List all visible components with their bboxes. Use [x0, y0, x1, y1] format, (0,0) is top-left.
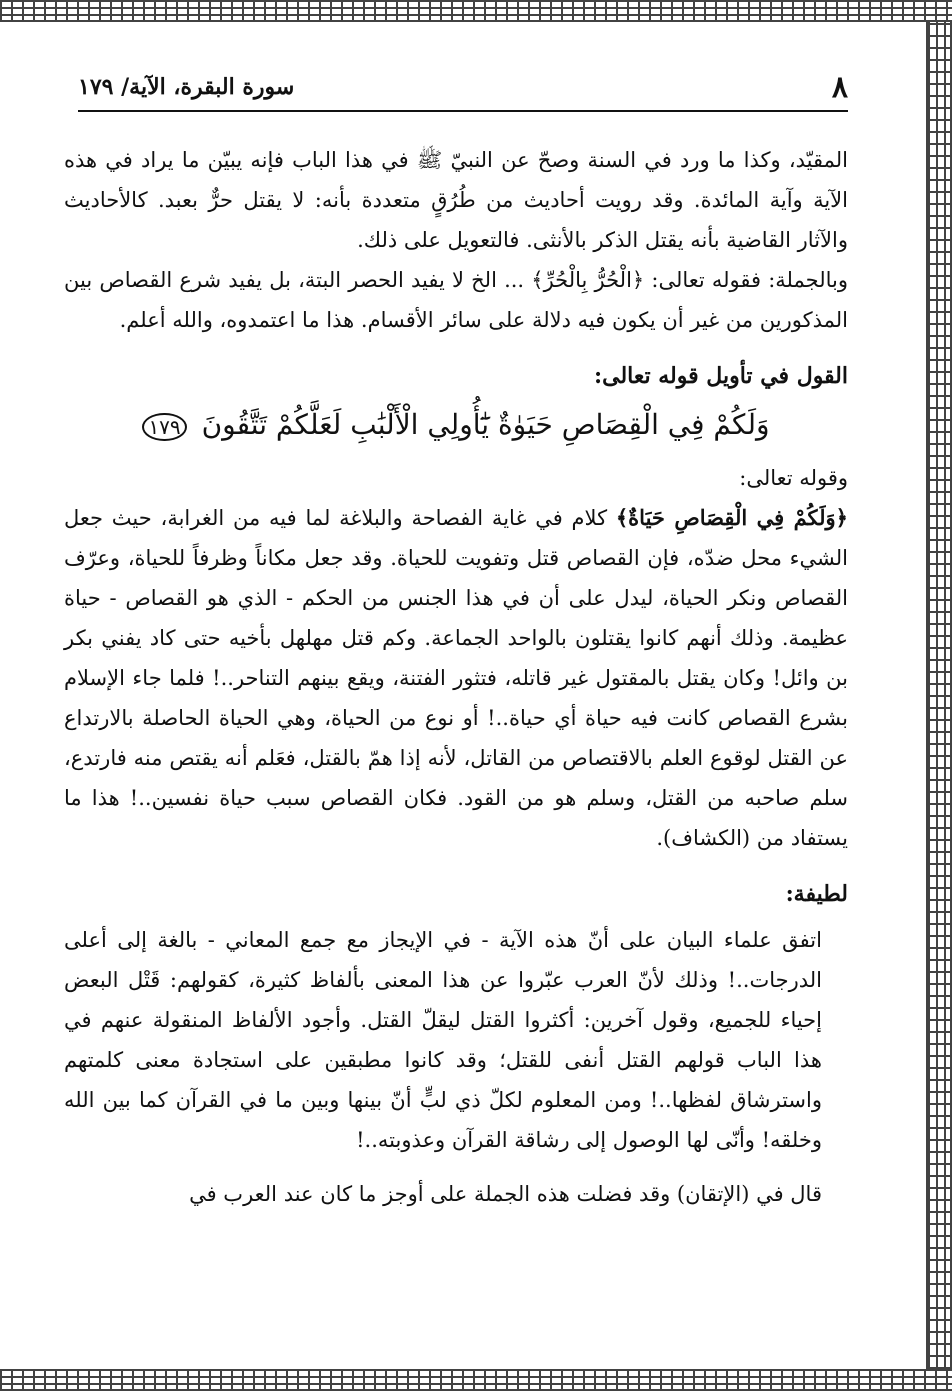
- verse-text: وَلَكُمْ فِي الْقِصَاصِ حَيَوٰةٌ يَٰٓأُولِي الْأَلْبَٰبِ لَعَلَّكُمْ تَتَّقُونَ: [201, 408, 770, 441]
- paragraph: اتفق علماء البيان على أنّ هذه الآية - في الإيجاز مع جمع المعاني - بالغة إلى أعلى الدرجات..! وذلك لأنّ العرب عبّروا عن هذا المعنى بألفاظ كثيرة، كقولهم: قَتْل البعض إحياء للجميع، وقول آخرين: أكثروا القتل ليقلّ القتل. وأجود الألفاظ المنقولة عنهم في هذا الباب قولهم القتل أنفى للقتل؛ وقد كانوا مطبقين على استجادة معنى كلمتهم واسترشاق لفظها..! ومن المعلوم لكلّ ذي لبٍّ أنّ بينها وبين ما في القرآن كما بين الله وخلقه! وأنّى لها الوصول إلى رشاقة القرآن وعذوبته..!: [64, 928, 822, 1152]
- paragraph: وقوله تعالى:: [739, 466, 848, 490]
- paragraph-text: كلام في غاية الفصاحة والبلاغة لما فيه من الغرابة، حيث جعل الشيء محل ضدّه، فإن القصاص قتل وتفويت للحياة. وقد جعل مكاناً وظرفاً للحياة، وعرّف القصاص ونكر الحياة، ليدل على أن في هذا الجنس من الحكم - الذي هو القصاص - حياة عظيمة. وذلك أنهم كانوا يقتلون بالواحد الجماعة. وكم قتل مهلهل بأخيه حتى كاد يفني بكر بن وائل! وكان يقتل بالمقتول غير قاتله، فتثور الفتنة، ويقع بينهم التناحر..! فلما جاء الإسلام بشرع القصاص كانت فيه حياة أي حياة..! أو نوع من الحياة، وهي الحياة الحاصلة بالارتداع عن القتل لوقوع العلم بالاقتصاص من القاتل، لأنه إذا همّ بالقتل، فعَلم أنه يقتص منه فارتدع، سلم صاحبه من القتل، وسلم هو من القود. فكان القصاص سبب حياة نفسين..! هذا ما يستفاد من (الكشاف).: [64, 506, 848, 850]
- paragraph: وبالجملة: فقوله تعالى: ﴿الْحُرُّ بِالْحُرِّ﴾ ... الخ لا يفيد الحصر البتة، بل يفيد شرع القصاص بين المذكورين من غير أن يكون فيه دلالة على سائر الأقسام. هذا ما اعتمدوه، والله أعلم.: [64, 268, 848, 332]
- decorative-border-top: [0, 0, 952, 22]
- paragraph: [64, 498, 848, 858]
- section-heading: القول في تأويل قوله تعالى:: [594, 363, 848, 389]
- page-body: [64, 140, 848, 1214]
- decorative-border-bottom: [0, 1369, 952, 1391]
- running-title: سورة البقرة، الآية/ ١٧٩: [78, 74, 295, 100]
- ayah-number-mark: ١٧٩: [142, 413, 186, 441]
- paragraph: المقيّد، وكذا ما ورد في السنة وصحّ عن النبيّ ﷺ في هذا الباب فإنه يبيّن ما يراد في هذه الآية وآية المائدة. وقد رويت أحاديث من طُرُقٍ متعددة بأنه: لا يقتل حرٌّ بعبد. كالأحاديث والآثار القاضية بأنه يقتل الذكر بالأنثى. فالتعويل على ذلك.: [64, 148, 849, 252]
- quoted-verse: ﴿وَلَكُمْ فِي الْقِصَاصِ حَيَاةٌ﴾: [615, 505, 848, 530]
- page-number: ٨: [831, 70, 848, 105]
- decorative-border-right: [926, 22, 952, 1369]
- paragraph: قال في (الإتقان) وقد فضلت هذه الجملة على أوجز ما كان عند العرب في: [189, 1182, 822, 1206]
- quran-verse: [64, 402, 848, 450]
- section-heading: لطيفة:: [785, 881, 848, 907]
- page-header: [78, 70, 848, 112]
